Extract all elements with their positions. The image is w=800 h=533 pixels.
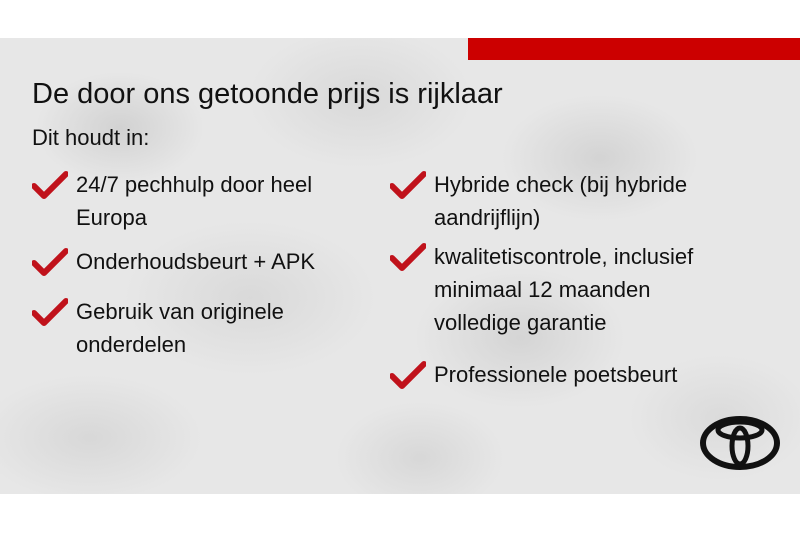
subhead: Dit houdt in: xyxy=(32,125,150,150)
list-item-line: Gebruik van originele xyxy=(76,299,284,324)
list-item-line: Europa xyxy=(76,205,147,230)
list-item xyxy=(390,168,687,234)
list-item-line: volledige garantie xyxy=(434,310,607,335)
toyota-logo-icon xyxy=(700,416,780,470)
list-item-line: Hybride check (bij hybride xyxy=(434,172,688,197)
list-item-text xyxy=(434,168,687,234)
list-item-text xyxy=(76,295,284,361)
list-item-line: Onderhoudsbeurt + APK xyxy=(76,249,316,274)
headline: De door ons getoonde prijs is rijklaar xyxy=(32,78,503,110)
list-item-text xyxy=(434,240,693,339)
check-mark-icon xyxy=(32,170,68,200)
check-mark-icon xyxy=(390,242,426,272)
list-item xyxy=(32,295,284,361)
list-item xyxy=(32,168,312,234)
list-item-text xyxy=(76,245,315,278)
list-item-line: aandrijflijn) xyxy=(434,205,541,230)
check-mark-icon xyxy=(390,360,426,390)
list-item-line: onderdelen xyxy=(76,332,187,357)
list-item-line: 24/7 pechhulp door heel xyxy=(76,172,313,197)
list-item-line: Professionele poetsbeurt xyxy=(434,362,678,387)
list-item-line: minimaal 12 maanden xyxy=(434,277,651,302)
check-mark-icon xyxy=(32,297,68,327)
list-item xyxy=(32,245,315,278)
red-accent-bar xyxy=(468,38,800,60)
list-item-line: kwalitetiscontrole, inclusief xyxy=(434,244,694,269)
list-item xyxy=(390,358,677,391)
check-mark-icon xyxy=(390,170,426,200)
check-mark-icon xyxy=(32,247,68,277)
list-item-text xyxy=(434,358,677,391)
list-item-text xyxy=(76,168,312,234)
list-item xyxy=(390,240,693,339)
